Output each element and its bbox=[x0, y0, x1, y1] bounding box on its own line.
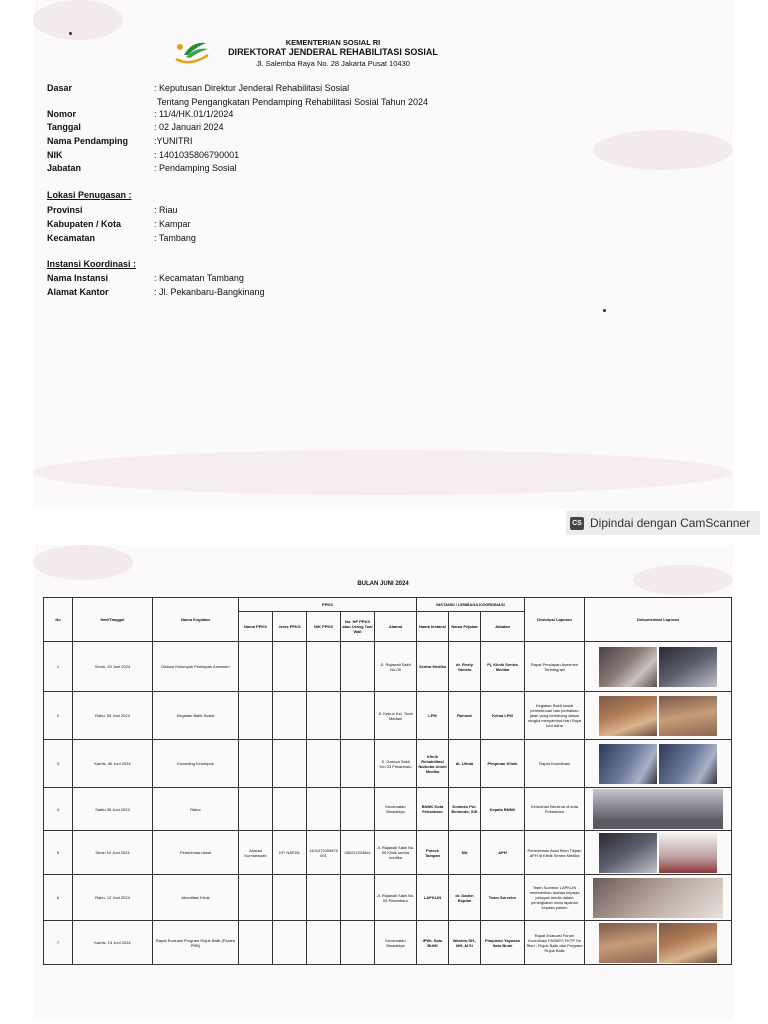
table-row bbox=[44, 921, 732, 965]
cell-nama-instansi: Klinik Rehabilitasi Narkoba Ummi Medika bbox=[417, 740, 449, 788]
field-label: NIK bbox=[47, 150, 63, 160]
header-nama-instansi: Nama Instansi bbox=[417, 612, 449, 642]
header-no: No bbox=[44, 598, 73, 642]
field-label: Dasar bbox=[47, 83, 73, 93]
report-month-title: BULAN JUNI 2024 bbox=[357, 581, 409, 587]
cell-nama-pejabat: Wanton,SH., MH.,M.Si bbox=[449, 921, 481, 965]
table-row bbox=[44, 788, 732, 831]
cell-no-hp bbox=[341, 740, 375, 788]
cell-nama-ppks bbox=[239, 740, 273, 788]
field-value: : 02 Januari 2024 bbox=[154, 122, 224, 132]
cell-dokumentasi bbox=[585, 692, 732, 740]
field-value: : Kampar bbox=[154, 219, 191, 229]
cell-alamat: Jl. Rajawali Sakti No.05 bbox=[375, 642, 417, 692]
field-value: : Keputusan Direktur Jenderal Rehabilitasi Sosial bbox=[154, 83, 350, 93]
header-hari: Hari/Tanggal bbox=[73, 598, 153, 642]
scan-smudge bbox=[33, 545, 133, 580]
cell-kegiatan: Konseling Kelompok bbox=[153, 740, 239, 788]
camscanner-icon: CS bbox=[570, 517, 584, 530]
camscanner-text: Dipindai dengan CamScanner bbox=[590, 516, 751, 530]
cell-nik-ppks bbox=[307, 921, 341, 965]
cell-jenis-ppks bbox=[273, 921, 307, 965]
scan-speck bbox=[69, 32, 72, 35]
cell-no: 6 bbox=[44, 875, 73, 921]
documentation-photo bbox=[593, 789, 723, 829]
field-value: Tentang Pengangkatan Pendamping Rehabilitasi Sosial Tahun 2024 bbox=[157, 97, 429, 107]
documentation-photo bbox=[593, 878, 723, 918]
cell-dokumentasi bbox=[585, 831, 732, 875]
cell-no-hp bbox=[341, 788, 375, 831]
header-jenis-ppks: Jenis PPKS bbox=[273, 612, 307, 642]
cell-deskripsi: Kelurahan Bersinar di kota Pekanbaru bbox=[525, 788, 585, 831]
field-label: Tanggal bbox=[47, 122, 81, 132]
cell-jabatan: Pj. Klinik Sentra Medika bbox=[481, 642, 525, 692]
cell-jenis-ppks bbox=[273, 875, 307, 921]
documentation-photo bbox=[659, 696, 717, 736]
field-label: Provinsi bbox=[47, 205, 83, 215]
table-row bbox=[44, 642, 732, 692]
cell-nama-instansi: BNNK Kota Pekanbaru bbox=[417, 788, 449, 831]
lokasi-section-title: Lokasi Penugasan : bbox=[47, 190, 132, 200]
report-page bbox=[33, 545, 733, 1020]
cell-nama-ppks: Ahmad Kurniansyah bbox=[239, 831, 273, 875]
cell-jenis-ppks bbox=[273, 642, 307, 692]
cell-no: 4 bbox=[44, 788, 73, 831]
cell-kegiatan: Kegiatan Bakti Sosial bbox=[153, 692, 239, 740]
field-label: Jabatan bbox=[47, 163, 82, 173]
header-nama-ppks: Nama PPKS bbox=[239, 612, 273, 642]
cell-nama-instansi: Polsek Tampan bbox=[417, 831, 449, 875]
cell-alamat: Jl. Rajawali Sakti No. 05 Klinik sentra medika bbox=[375, 831, 417, 875]
cell-jenis-ppks: KP. NAPZA bbox=[273, 831, 307, 875]
table-row bbox=[44, 831, 732, 875]
cell-hari: Rabu, 12 Juni 2024 bbox=[73, 875, 153, 921]
cell-nama-pejabat: dr. Daden Ropian bbox=[449, 875, 481, 921]
cell-no-hp bbox=[341, 692, 375, 740]
camscanner-watermark bbox=[566, 511, 760, 535]
documentation-photo bbox=[599, 833, 657, 873]
documentation-photo bbox=[659, 744, 717, 784]
cell-nik-ppks bbox=[307, 788, 341, 831]
table-row bbox=[44, 692, 732, 740]
cell-nik-ppks bbox=[307, 875, 341, 921]
scan-smudge bbox=[633, 565, 733, 595]
cell-no-hp bbox=[341, 875, 375, 921]
cell-nik-ppks bbox=[307, 740, 341, 788]
cell-no-hp bbox=[341, 642, 375, 692]
cell-dokumentasi bbox=[585, 642, 732, 692]
cell-nik-ppks bbox=[307, 642, 341, 692]
cell-nik-ppks bbox=[307, 692, 341, 740]
scan-smudge bbox=[33, 450, 733, 495]
cell-jabatan: Pimpinan Klinik bbox=[481, 740, 525, 788]
cell-hari: Kamis, 13 Juni 2024 bbox=[73, 921, 153, 965]
cell-no: 3 bbox=[44, 740, 73, 788]
cell-hari: Kamis, 06 Juni 2024 bbox=[73, 740, 153, 788]
header-nik-ppks: NIK PPKS bbox=[307, 612, 341, 642]
cell-deskripsi: Rapat Koordinasi bbox=[525, 740, 585, 788]
cell-hari: Senin 10 Juni 2024 bbox=[73, 831, 153, 875]
cell-no: 2 bbox=[44, 692, 73, 740]
cell-deskripsi: Rapat Evaluasi Forum Koordinasi FASKES FKTP Se Riau - Rujuk Balik dan Program Rujuk Balik bbox=[525, 921, 585, 965]
cell-no-hp bbox=[341, 921, 375, 965]
cell-nama-pejabat: NN bbox=[449, 831, 481, 875]
cell-nama-ppks bbox=[239, 875, 273, 921]
cell-nama-instansi: LPM bbox=[417, 692, 449, 740]
instansi-section-title: Instansi Koordinasi : bbox=[47, 259, 137, 269]
cell-hari: Rabu, 05 Juni 2024 bbox=[73, 692, 153, 740]
cell-nama-pejabat: Kombes Pol. Berlando, SIK bbox=[449, 788, 481, 831]
cell-dokumentasi bbox=[585, 921, 732, 965]
activity-report-table bbox=[43, 597, 732, 965]
cell-nama-pejabat: Rahmat bbox=[449, 692, 481, 740]
cell-kegiatan: Akreditasi Klinik bbox=[153, 875, 239, 921]
documentation-photo bbox=[599, 696, 657, 736]
scan-speck bbox=[603, 309, 606, 312]
header-deskripsi: Deskripsi Laporan bbox=[525, 598, 585, 642]
documentation-photo bbox=[659, 923, 717, 963]
field-value: : 1401035806790001 bbox=[154, 150, 240, 160]
field-label: Alamat Kantor bbox=[47, 287, 109, 297]
header-no-hp: No. HP PPKS atau Orang Tua/ Wali bbox=[341, 612, 375, 642]
cell-no: 7 bbox=[44, 921, 73, 965]
ministry-name: KEMENTERIAN SOSIAL RI bbox=[285, 38, 381, 47]
field-value: :YUNITRI bbox=[154, 136, 193, 146]
cell-deskripsi: Kegiatan Bakti sosial penimbunan dan perbaikan jalan yang berlobang dalam rangka menyambut Hari Raya Idul Adha bbox=[525, 692, 585, 740]
scan-smudge bbox=[33, 0, 123, 40]
field-value: : Riau bbox=[154, 205, 178, 215]
cell-jabatan: Kepala BNNK bbox=[481, 788, 525, 831]
cell-jabatan: Pimpinan Yayasan Satu Bumi bbox=[481, 921, 525, 965]
documentation-photo bbox=[599, 744, 657, 784]
table-row bbox=[44, 875, 732, 921]
cell-kegiatan: Rakor bbox=[153, 788, 239, 831]
cell-nama-ppks bbox=[239, 692, 273, 740]
cell-jabatan: Team Surveior bbox=[481, 875, 525, 921]
cell-jenis-ppks bbox=[273, 788, 307, 831]
cell-jabatan: APH bbox=[481, 831, 525, 875]
field-value: : Jl. Pekanbaru-Bangkinang bbox=[154, 287, 265, 297]
field-value: : Kecamatan Tambang bbox=[154, 273, 244, 283]
cell-nama-pejabat: dr. Ulrida bbox=[449, 740, 481, 788]
cell-kegiatan: Rapat Evaluasi Program Rujuk Balik (Pasien PRB) bbox=[153, 921, 239, 965]
directorate-name: DIREKTORAT JENDERAL REHABILITASI SOSIAL bbox=[228, 47, 438, 57]
field-label: Kecamatan bbox=[47, 233, 96, 243]
cell-no: 5 bbox=[44, 831, 73, 875]
ministry-address: Jl. Salemba Raya No. 28 Jakarta Pusat 10430 bbox=[256, 59, 410, 68]
field-label: Kabupaten / Kota bbox=[47, 219, 122, 229]
cell-hari: Senin, 03 Juni 2024 bbox=[73, 642, 153, 692]
header-alamat: Alamat bbox=[375, 612, 417, 642]
cell-jenis-ppks bbox=[273, 692, 307, 740]
cell-nama-ppks bbox=[239, 788, 273, 831]
header-nama-pejabat: Nama Pejabat bbox=[449, 612, 481, 642]
scan-smudge bbox=[593, 130, 733, 170]
letter-page bbox=[33, 0, 733, 508]
header-dokumentasi: Dokumentasi Laporan bbox=[585, 598, 732, 642]
documentation-photo bbox=[599, 647, 657, 687]
header-kegiatan: Nama Kegiatan bbox=[153, 598, 239, 642]
cell-nama-instansi: Sentra Medika bbox=[417, 642, 449, 692]
table-row bbox=[44, 740, 732, 788]
cell-alamat: Kecamatan Binawidya bbox=[375, 788, 417, 831]
header-instansi: INSTANSI / LEMBAGA KOORDINASI bbox=[417, 598, 525, 612]
field-value: : Pendamping Sosial bbox=[154, 163, 237, 173]
cell-alamat: Jl. Garuda Sakti Km.03 Pekanbaru bbox=[375, 740, 417, 788]
field-label: Nama Instansi bbox=[47, 273, 109, 283]
cell-nama-pejabat: dr. Resty Yamela bbox=[449, 642, 481, 692]
cell-deskripsi: Penerimaan Awal Klien Titipan APH di Klinik Sentra Medika bbox=[525, 831, 585, 875]
documentation-photo bbox=[599, 923, 657, 963]
field-value: : Tambang bbox=[154, 233, 196, 243]
cell-jenis-ppks bbox=[273, 740, 307, 788]
cell-kegiatan: Penerimaan Awal bbox=[153, 831, 239, 875]
header-jabatan: Jabatan bbox=[481, 612, 525, 642]
cell-dokumentasi bbox=[585, 788, 732, 831]
field-value: : 11/4/HK.01/1/2024 bbox=[154, 109, 234, 119]
field-label: Nama Pendamping bbox=[47, 136, 129, 146]
cell-nama-ppks bbox=[239, 642, 273, 692]
cell-kegiatan: Diskusi Kelompok Perkiapan Asesmen bbox=[153, 642, 239, 692]
cell-no-hp: 0852112038xx bbox=[341, 831, 375, 875]
cell-alamat: Kecamatan Binawidya bbox=[375, 921, 417, 965]
cell-nama-ppks bbox=[239, 921, 273, 965]
documentation-photo bbox=[659, 647, 717, 687]
header-ppks: PPKS bbox=[239, 598, 417, 612]
cell-dokumentasi bbox=[585, 875, 732, 921]
cell-nik-ppks: 1401072005870001 bbox=[307, 831, 341, 875]
cell-deskripsi: Rapat Persiapan Asesmen Terintegrasi bbox=[525, 642, 585, 692]
cell-dokumentasi bbox=[585, 740, 732, 788]
field-label: Nomor bbox=[47, 109, 76, 119]
cell-jabatan: Ketua LPM bbox=[481, 692, 525, 740]
cell-nama-instansi: LAPKLIN bbox=[417, 875, 449, 921]
documentation-photo bbox=[659, 833, 717, 873]
cell-no: 1 bbox=[44, 642, 73, 692]
cell-deskripsi: Team Surveior LAPKLIN memberikan arahan kepada petugas medis dalam peningkatan mutu layanan kepada pasien bbox=[525, 875, 585, 921]
cell-hari: Sabtu 08 Juni 2024 bbox=[73, 788, 153, 831]
cell-alamat: Jl. Kebun Kel. Tuah Madani bbox=[375, 692, 417, 740]
cell-alamat: Jl. Rajawali Sakti No. 05 Pekanbaru bbox=[375, 875, 417, 921]
cell-nama-instansi: IPWL Satu BUMI bbox=[417, 921, 449, 965]
